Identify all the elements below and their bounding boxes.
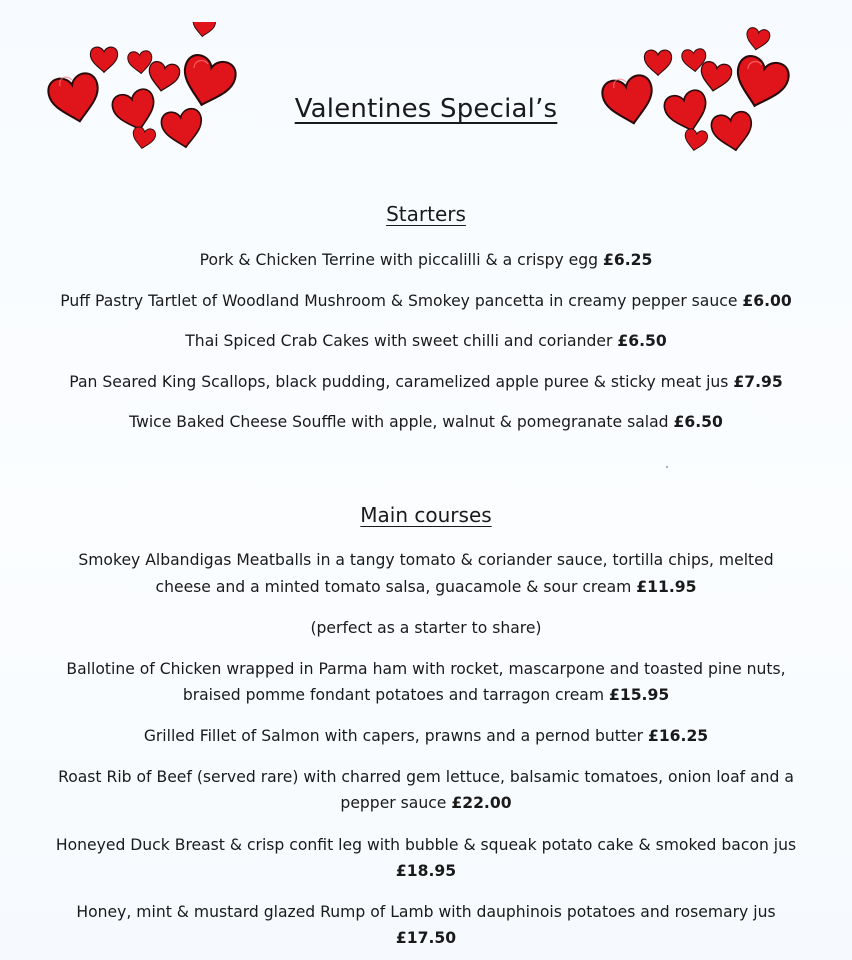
main-item-line: cheese and a minted tomato salsa, guacamole & sour cream £11.95 xyxy=(155,578,697,596)
starters-heading: Starters xyxy=(386,202,466,226)
price: £6.50 xyxy=(673,413,723,431)
price: £22.00 xyxy=(451,794,512,812)
main-item-line: pepper sauce £22.00 xyxy=(340,794,512,812)
main-item-line xyxy=(0,925,852,951)
main-item-line: Smokey Albandigas Meatballs in a tangy tomato & coriander sauce, tortilla chips, melted xyxy=(78,551,774,569)
price: £6.50 xyxy=(617,332,667,350)
main-item-line: Honey, mint & mustard glazed Rump of Lamb with dauphinois potatoes and rosemary jus xyxy=(76,903,776,921)
price: £15.95 xyxy=(609,686,670,704)
price: £17.50 xyxy=(395,929,457,947)
hearts-cluster-right-icon xyxy=(596,22,806,157)
starter-item: Puff Pastry Tartlet of Woodland Mushroom & Smokey pancetta in creamy pepper sauce £6.00 xyxy=(60,292,792,310)
main-item-line: braised pomme fondant potatoes and tarragon cream £15.95 xyxy=(182,686,670,704)
speck xyxy=(666,466,668,468)
starter-item: Thai Spiced Crab Cakes with sweet chilli and coriander £6.50 xyxy=(185,332,667,350)
starter-item: Pork & Chicken Terrine with piccalilli & a crispy egg £6.25 xyxy=(199,251,653,269)
main-courses-heading: Main courses xyxy=(360,503,492,527)
starter-item: Pan Seared King Scallops, black pudding, caramelized apple puree & sticky meat jus £7.95 xyxy=(69,373,783,391)
main-item-line: Ballotine of Chicken wrapped in Parma ham with rocket, mascarpone and toasted pine nuts, xyxy=(66,660,786,678)
main-item-note: (perfect as a starter to share) xyxy=(310,619,542,637)
hearts-cluster-left-icon xyxy=(44,22,254,157)
price: £6.25 xyxy=(603,251,653,269)
main-item-line: Grilled Fillet of Salmon with capers, prawns and a pernod butter £16.25 xyxy=(143,727,709,745)
price: £6.00 xyxy=(742,292,792,310)
main-item-line: Honeyed Duck Breast & crisp confit leg with bubble & squeak potato cake & smoked bacon jus xyxy=(55,836,797,854)
price: £18.95 xyxy=(395,862,457,880)
starter-item: Twice Baked Cheese Souffle with apple, walnut & pomegranate salad £6.50 xyxy=(129,413,723,431)
price: £16.25 xyxy=(647,727,709,745)
page-title: Valentines Special’s xyxy=(294,94,558,124)
main-item-line: Roast Rib of Beef (served rare) with charred gem lettuce, balsamic tomatoes, onion loaf and a xyxy=(58,768,794,786)
price: £11.95 xyxy=(636,578,697,596)
main-item-line xyxy=(0,858,852,884)
price: £7.95 xyxy=(733,373,783,391)
